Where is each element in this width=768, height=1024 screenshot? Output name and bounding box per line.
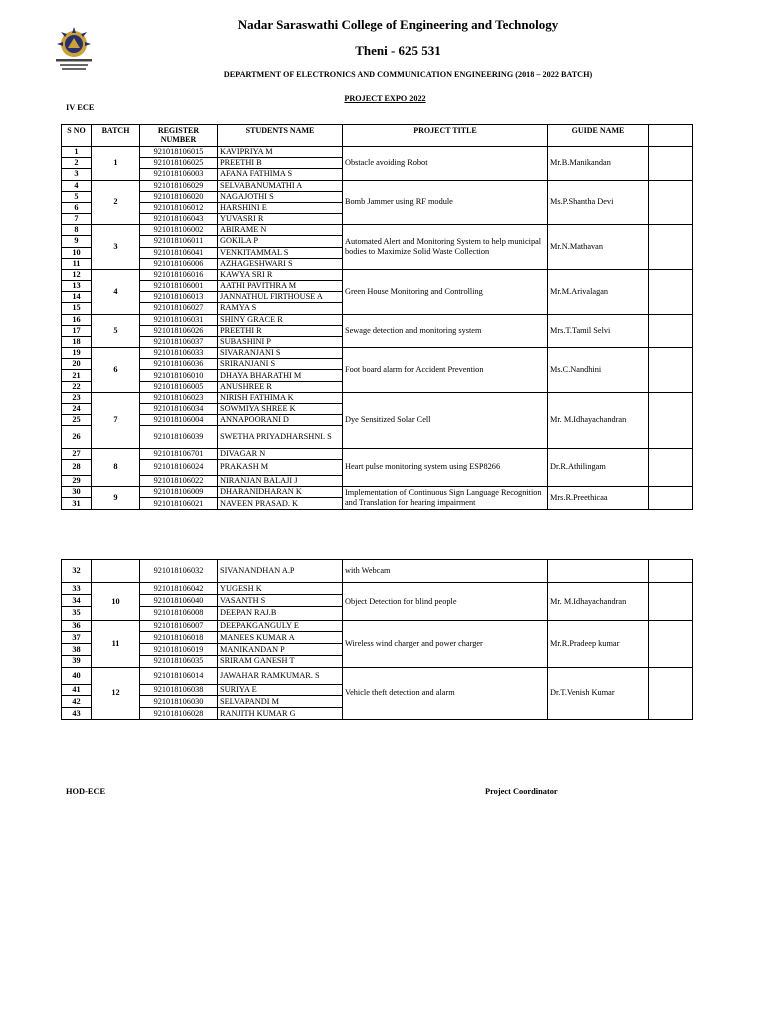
register-number: 921018106018 [140, 632, 218, 644]
serial-number: 37 [62, 632, 92, 644]
table-row [62, 392, 693, 403]
guide-name: Mr. M.Idhayachandran [548, 392, 649, 448]
table-row [62, 180, 693, 191]
table-row [62, 487, 693, 498]
blank-cell [649, 314, 693, 348]
student-name: AZHAGESHWARI S [218, 258, 343, 269]
department-title: DEPARTMENT OF ELECTRONICS AND COMMUNICATION ENGINEERING (2018 – 2022 BATCH) [223, 70, 593, 79]
batch-number: 2 [92, 180, 140, 225]
register-number: 921018106027 [140, 303, 218, 314]
register-number: 921018106019 [140, 644, 218, 656]
blank-cell [649, 620, 693, 667]
serial-number: 32 [62, 560, 92, 583]
guide-name: Mr. M.Idhayachandran [548, 583, 649, 620]
project-table-1 [61, 124, 693, 510]
serial-number: 42 [62, 696, 92, 708]
serial-number: 35 [62, 606, 92, 620]
student-name: SELVAPANDI M [218, 696, 343, 708]
register-number: 921018106039 [140, 426, 218, 448]
register-number: 921018106031 [140, 314, 218, 325]
serial-number: 9 [62, 236, 92, 247]
serial-number: 4 [62, 180, 92, 191]
register-number: 921018106030 [140, 696, 218, 708]
header-guide: GUIDE NAME [548, 125, 649, 147]
project-title: with Webcam [343, 560, 548, 583]
serial-number: 10 [62, 247, 92, 258]
serial-number: 8 [62, 225, 92, 236]
register-number: 921018106014 [140, 667, 218, 684]
batch-number: 3 [92, 225, 140, 270]
serial-number: 1 [62, 147, 92, 158]
register-number: 921018106023 [140, 392, 218, 403]
project-title: Implementation of Continuous Sign Language Recognition and Translation for hearing impairment [343, 487, 548, 510]
student-name: DEEPAKGANGULY E [218, 620, 343, 632]
serial-number: 12 [62, 269, 92, 280]
register-number: 921018106013 [140, 292, 218, 303]
student-name: PREETHI B [218, 158, 343, 169]
register-number: 921018106029 [140, 180, 218, 191]
guide-name: Mrs.R.Preethicaa [548, 487, 649, 510]
student-name: SRIRAM GANESH T [218, 655, 343, 667]
header-sno: S NO [62, 125, 92, 147]
blank-cell [649, 487, 693, 510]
batch-number: 8 [92, 448, 140, 487]
register-number: 921018106026 [140, 325, 218, 336]
student-name: AATHI PAVITHRA M [218, 281, 343, 292]
register-number: 921018106016 [140, 269, 218, 280]
serial-number: 6 [62, 202, 92, 213]
serial-number: 11 [62, 258, 92, 269]
guide-name: Mr.N.Mathavan [548, 225, 649, 270]
serial-number: 28 [62, 459, 92, 475]
project-title: Object Detection for blind people [343, 583, 548, 620]
serial-number: 29 [62, 476, 92, 487]
guide-name: Ms.P.Shantha Devi [548, 180, 649, 225]
serial-number: 34 [62, 595, 92, 607]
header-register: REGISTER NUMBER [140, 125, 218, 147]
register-number: 921018106022 [140, 476, 218, 487]
register-number: 921018106021 [140, 498, 218, 510]
class-year: IV ECE [66, 103, 95, 112]
serial-number: 16 [62, 314, 92, 325]
student-name: DEEPAN RAJ.B [218, 606, 343, 620]
batch-number: 7 [92, 392, 140, 448]
blank-cell [649, 583, 693, 620]
blank-cell [649, 667, 693, 719]
serial-number: 13 [62, 281, 92, 292]
table-row [62, 620, 693, 632]
blank-cell [649, 269, 693, 314]
register-number: 921018106010 [140, 370, 218, 381]
student-name: SURIYA E [218, 684, 343, 696]
student-name: RANJITH KUMAR G [218, 708, 343, 720]
project-table-2 [61, 559, 693, 720]
serial-number: 40 [62, 667, 92, 684]
serial-number: 25 [62, 415, 92, 426]
student-name: HARSHINI E [218, 202, 343, 213]
batch-number [92, 560, 140, 583]
register-number: 921018106015 [140, 147, 218, 158]
student-name: JANNATHUL FIRTHOUSE A [218, 292, 343, 303]
blank-cell [649, 392, 693, 448]
guide-name: Dr.T.Venish Kumar [548, 667, 649, 719]
register-number: 921018106028 [140, 708, 218, 720]
blank-cell [649, 348, 693, 393]
serial-number: 22 [62, 381, 92, 392]
register-number: 921018106002 [140, 225, 218, 236]
register-number: 921018106038 [140, 684, 218, 696]
register-number: 921018106701 [140, 448, 218, 459]
guide-name: Mr.B.Manikandan [548, 147, 649, 181]
blank-cell [649, 560, 693, 583]
serial-number: 31 [62, 498, 92, 510]
student-name: PREETHI R [218, 325, 343, 336]
student-name: VENKITAMMAL S [218, 247, 343, 258]
guide-name [548, 560, 649, 583]
serial-number: 38 [62, 644, 92, 656]
student-name: MANEES KUMAR A [218, 632, 343, 644]
serial-number: 18 [62, 336, 92, 347]
batch-number: 9 [92, 487, 140, 510]
serial-number: 20 [62, 359, 92, 370]
register-number: 921018106043 [140, 214, 218, 225]
student-name: GOKILA P [218, 236, 343, 247]
student-name: SELVABANUMATHI A [218, 180, 343, 191]
event-title: PROJECT EXPO 2022 [344, 94, 426, 103]
project-title: Vehicle theft detection and alarm [343, 667, 548, 719]
college-city: Theni - 625 531 [355, 43, 441, 58]
serial-number: 5 [62, 191, 92, 202]
project-title: Heart pulse monitoring system using ESP8266 [343, 448, 548, 487]
register-number: 921018106037 [140, 336, 218, 347]
serial-number: 36 [62, 620, 92, 632]
batch-number: 5 [92, 314, 140, 348]
register-number: 921018106006 [140, 258, 218, 269]
register-number: 921018106009 [140, 487, 218, 498]
register-number: 921018106004 [140, 415, 218, 426]
blank-cell [649, 448, 693, 487]
student-name: DIVAGAR N [218, 448, 343, 459]
serial-number: 33 [62, 583, 92, 595]
serial-number: 39 [62, 655, 92, 667]
project-title: Automated Alert and Monitoring System to help municipal bodies to Maximize Solid Waste Collection [343, 225, 548, 270]
student-name: YUGESH K [218, 583, 343, 595]
serial-number: 17 [62, 325, 92, 336]
student-name: MANIKANDAN P [218, 644, 343, 656]
student-name: ABIRAME N [218, 225, 343, 236]
student-name: NIRANJAN BALAJI J [218, 476, 343, 487]
project-title: Sewage detection and monitoring system [343, 314, 548, 348]
project-title: Wireless wind charger and power charger [343, 620, 548, 667]
table-row [62, 667, 693, 684]
student-name: KAVIPRIYA M [218, 147, 343, 158]
student-name: SIVANANDHAN A.P [218, 560, 343, 583]
serial-number: 14 [62, 292, 92, 303]
student-name: NAGAJOTHI S [218, 191, 343, 202]
student-name: NAVEEN PRASAD. K [218, 498, 343, 510]
register-number: 921018106034 [140, 403, 218, 414]
serial-number: 15 [62, 303, 92, 314]
coordinator-signature-label: Project Coordinator [485, 787, 558, 796]
register-number: 921018106025 [140, 158, 218, 169]
project-title: Foot board alarm for Accident Prevention [343, 348, 548, 393]
register-number: 921018106001 [140, 281, 218, 292]
table-row [62, 348, 693, 359]
student-name: SHINY GRACE R [218, 314, 343, 325]
student-name: DHAYA BHARATHI M [218, 370, 343, 381]
project-title: Dye Sensitized Solar Cell [343, 392, 548, 448]
table-1-body [62, 147, 693, 510]
project-title: Green House Monitoring and Controlling [343, 269, 548, 314]
table-row [62, 269, 693, 280]
student-name: SUBASHINI P [218, 336, 343, 347]
guide-name: Dr.R.Athilingam [548, 448, 649, 487]
register-number: 921018106008 [140, 606, 218, 620]
college-name: Nadar Saraswathi College of Engineering and Technology [237, 17, 559, 32]
register-number: 921018106036 [140, 359, 218, 370]
register-number: 921018106040 [140, 595, 218, 607]
blank-cell [649, 147, 693, 181]
register-number: 921018106042 [140, 583, 218, 595]
batch-number: 12 [92, 667, 140, 719]
batch-number: 10 [92, 583, 140, 620]
hod-signature-label: HOD-ECE [66, 787, 106, 796]
blank-cell [649, 225, 693, 270]
serial-number: 3 [62, 169, 92, 180]
serial-number: 30 [62, 487, 92, 498]
register-number: 921018106041 [140, 247, 218, 258]
serial-number: 27 [62, 448, 92, 459]
register-number: 921018106003 [140, 169, 218, 180]
student-name: ANUSHREE R [218, 381, 343, 392]
guide-name: Mr.R.Pradeep kumar [548, 620, 649, 667]
batch-number: 6 [92, 348, 140, 393]
student-name: SRIRANJANI S [218, 359, 343, 370]
student-name: NIRISH FATHIMA K [218, 392, 343, 403]
student-name: RAMYA S [218, 303, 343, 314]
serial-number: 23 [62, 392, 92, 403]
table-row [62, 314, 693, 325]
register-number: 921018106007 [140, 620, 218, 632]
register-number: 921018106020 [140, 191, 218, 202]
header-project: PROJECT TITLE [343, 125, 548, 147]
batch-number: 11 [92, 620, 140, 667]
student-name: PRAKASH M [218, 459, 343, 475]
register-number: 921018106035 [140, 655, 218, 667]
serial-number: 19 [62, 348, 92, 359]
serial-number: 2 [62, 158, 92, 169]
guide-name: Ms.C.Nandhini [548, 348, 649, 393]
register-number: 921018106024 [140, 459, 218, 475]
header-blank [649, 125, 693, 147]
table-2-body [62, 560, 693, 720]
register-number: 921018106011 [140, 236, 218, 247]
serial-number: 21 [62, 370, 92, 381]
serial-number: 7 [62, 214, 92, 225]
register-number: 921018106005 [140, 381, 218, 392]
student-name: SIVARANJANI S [218, 348, 343, 359]
student-name: VASANTH S [218, 595, 343, 607]
student-name: YUVASRI R [218, 214, 343, 225]
student-name: KAWYA SRI R [218, 269, 343, 280]
project-title: Obstacle avoiding Robot [343, 147, 548, 181]
student-name: SWETHA PRIYADHARSHNI. S [218, 426, 343, 448]
register-number: 921018106012 [140, 202, 218, 213]
project-title: Bomb Jammer using RF module [343, 180, 548, 225]
student-name: SOWMIYA SHREE K [218, 403, 343, 414]
batch-number: 1 [92, 147, 140, 181]
guide-name: Mr.M.Arivalagan [548, 269, 649, 314]
table-row [62, 560, 693, 583]
register-number: 921018106033 [140, 348, 218, 359]
header-student: STUDENTS NAME [218, 125, 343, 147]
blank-cell [649, 180, 693, 225]
register-number: 921018106032 [140, 560, 218, 583]
student-name: JAWAHAR RAMKUMAR. S [218, 667, 343, 684]
header-batch: BATCH [92, 125, 140, 147]
guide-name: Mrs.T.Tamil Selvi [548, 314, 649, 348]
table-row [62, 583, 693, 595]
serial-number: 26 [62, 426, 92, 448]
batch-number: 4 [92, 269, 140, 314]
table-row [62, 147, 693, 158]
serial-number: 43 [62, 708, 92, 720]
serial-number: 41 [62, 684, 92, 696]
student-name: AFANA FATHIMA S [218, 169, 343, 180]
student-name: ANNAPOORANI D [218, 415, 343, 426]
student-name: DHARANIDHARAN K [218, 487, 343, 498]
table-row [62, 225, 693, 236]
serial-number: 24 [62, 403, 92, 414]
table-row [62, 448, 693, 459]
